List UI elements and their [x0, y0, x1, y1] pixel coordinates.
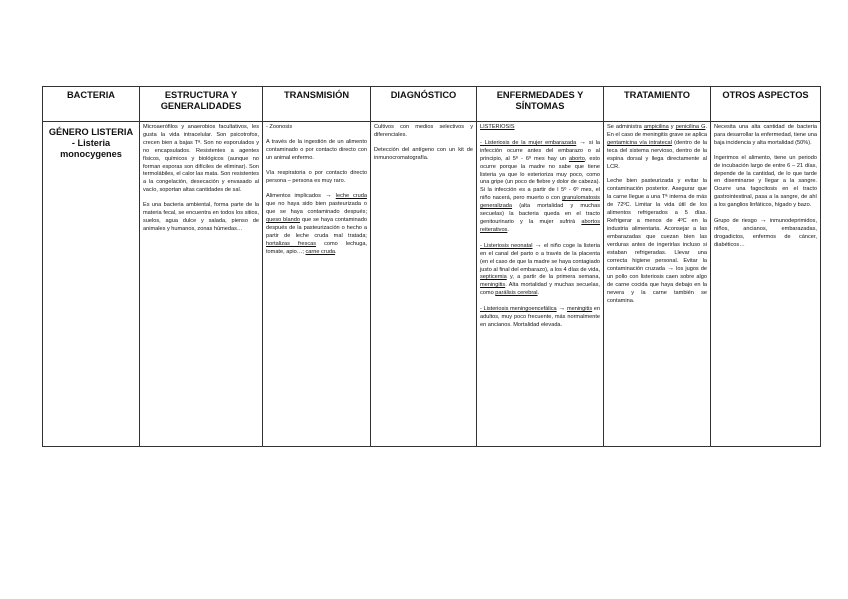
text-span: . — [537, 290, 540, 297]
text-span: . — [335, 248, 337, 255]
text-span: en adultos, muy poco frecuente, más normalmente en ancianos. Mortalidad elevada. — [480, 306, 600, 328]
text-span: Leche bien pasteurizada y evitar la contaminación posterior. Asegurar que la carne llegue a una Tª interna de más de 72ºC. Limitar la vida útil de los alimentos refrigerados a 5 días. Refrigerar a menos de 4ºC en la industria alimentaria. Aconsejar a las embarazadas que cuezan bien las verduras antes de ingerirlas incluso si estaban refrigeradas. Llevar una correcta higiene personal. Evitar la contaminación cruzada — [607, 178, 707, 273]
enfermedades-section-3 — [480, 305, 600, 330]
underlined-term: granulomatosis generalizada — [480, 195, 600, 210]
estructura-paragraph-1: Microaerófilos y anaerobios facultativos, les gusta la vida intracelular. Son psicotrofos, crecen bien a bajas Tª. Son no esporulados y no encapsulados. Resistentes a agentes físicos, químicos y biológicos (aunque no forman esporas son difíciles de eliminar). Son termolábiles, el calor las mata. Son resistentes a la congelación, desecación y envasado al vacío, soportan altas cantidades de sal. — [143, 124, 259, 194]
header-diagnostico: DIAGNÓSTICO — [371, 87, 477, 122]
enfermedades-title: LISTERIOSIS — [480, 124, 515, 130]
bacteria-genus: GÉNERO LISTERIA — [48, 127, 134, 137]
underlined-term: carne cruda — [305, 248, 336, 255]
diagnostico-paragraph-2: Detección del antígeno con un kit de inmunocromatografía. — [374, 146, 473, 161]
cell-otros — [711, 122, 821, 447]
cell-estructura — [140, 122, 263, 447]
transmision-paragraph-3: Vía respiratoria o por contacto directo persona – persona es muy raro. — [266, 169, 367, 184]
cell-tratamiento — [604, 122, 711, 447]
transmision-paragraph-2: A través de la ingestión de un alimento contaminado o por contacto directo con un animal enfermo. — [266, 138, 367, 161]
tratamiento-paragraph-1 — [607, 124, 707, 171]
header-bacteria: BACTERIA — [43, 87, 140, 122]
text-span: y — [670, 124, 674, 130]
underlined-term: aborto — [568, 155, 585, 162]
text-span: como lechuga, tomate, apio…; — [266, 240, 367, 255]
underlined-term: abortos reiterativos — [480, 218, 600, 233]
text-span: (alta mortalidad y muchas secuelas) la bacteria queda en el tracto genitourinario y la mujer sufrirá — [480, 203, 600, 225]
header-transmision: TRANSMISIÓN — [263, 87, 371, 122]
text-span: . — [507, 226, 509, 233]
underlined-term: parálisis cerebral — [495, 290, 538, 297]
underlined-term: gentamicina vía intratecal — [607, 139, 672, 146]
text-span: (dentro de la teca del sistema nervioso, dentro de la espina dorsal y llega directamente al LCR. — [607, 139, 707, 170]
text-span: y, a partir de la primera semana, — [509, 274, 600, 281]
underlined-term: leche cruda — [335, 193, 367, 200]
underlined-term: ampicilina — [643, 124, 669, 130]
text-span: , esto ocurre porque la madre no sabe que tiene listeria ya que lo exterioriza muy poco, como una gripe (un poco de fiebre y dolor de cabeza). Si la infección es a partir de l 5º - 6º mes, el niño nacerá, pero muerto o con — [480, 155, 600, 202]
diagnostico-paragraph-1: Cultivos con medios selectivos y diferenciales. — [374, 124, 473, 138]
text-span: Alimentos implicados — [266, 193, 321, 200]
underlined-term: - Listeriosis meningoencefálica — [480, 306, 557, 313]
text-span: . En el caso de meningitis grave se aplica — [607, 124, 708, 138]
cell-bacteria — [43, 122, 140, 447]
otros-paragraph-3 — [714, 217, 817, 250]
arrow-icon: → — [324, 192, 332, 200]
text-span: que se haya contaminado después de la pasteurización o hecho a partir de leche cruda mal tratada; — [266, 217, 367, 239]
estructura-paragraph-2: Es una bacteria ambiental, forma parte de la materia fecal, se encuentra en todos los sitios, suelos, agua dulce y salada, pienso de animales y humanos, zonas húmedas… — [143, 202, 259, 232]
header-row — [43, 87, 821, 122]
arrow-icon: → — [558, 305, 566, 313]
header-tratamiento: TRATAMIENTO — [604, 87, 711, 122]
header-enfermedades: ENFERMEDADES Y SÍNTOMAS — [477, 87, 604, 122]
underlined-term: - Listeriosis de la mujer embarazada — [480, 139, 577, 146]
enfermedades-section-1 — [480, 139, 600, 235]
bacteria-species: - Listeria monocygenes — [60, 138, 122, 159]
arrow-icon: → — [534, 241, 542, 249]
underlined-term: queso blando — [266, 217, 300, 224]
underlined-term: septicemia — [480, 274, 507, 281]
text-span: si la infección ocurre antes del embarazo o al principio, al 5º - 6º mes hay un — [480, 139, 600, 162]
text-span: Se administra — [607, 124, 642, 130]
text-span: Grupo de riesgo — [714, 218, 757, 225]
tratamiento-paragraph-2 — [607, 178, 707, 306]
transmision-paragraph-4 — [266, 192, 367, 256]
header-otros: OTROS ASPECTOS — [711, 87, 821, 122]
underlined-term: hortalizas frescas — [266, 240, 317, 247]
header-estructura: ESTRUCTURA Y GENERALIDADES — [140, 87, 263, 122]
text-span: inmunodeprimidos, niños, ancianos, embarazadas, drogadictos, enfermos de cáncer, diabéticos… — [714, 218, 817, 248]
enfermedades-section-2 — [480, 242, 600, 298]
transmision-paragraph-1: - Zoonosis — [266, 124, 293, 130]
otros-paragraph-2: Ingerimos el alimento, tiene un periodo de incubación largo de entre 6 – 21 días, depende de la cantidad, de lo que tarde en diseminarse y llegar a la sangre. Ocurre una fagocitosis en el tracto gastrointestinal, pasa a la sangre, de ahí a los ganglios linfáticos, hígado y bazo. — [714, 154, 817, 209]
arrow-icon: → — [667, 265, 675, 273]
cell-transmision — [263, 122, 371, 447]
otros-paragraph-1: Necesita una alta cantidad de bacteria para desarrollar la enfermedad, tiene una baja incidencia y alta mortalidad (50%). — [714, 124, 817, 146]
arrow-icon: → — [759, 217, 767, 225]
cell-enfermedades — [477, 122, 604, 447]
bacteria-table — [42, 86, 821, 447]
text-span: los jugos de un pollo con listeriosis caen sobre algo de carne cocida que haya debajo en la nevera y la carne también se contamina. — [607, 266, 708, 305]
table-row — [43, 122, 821, 447]
text-span: el niño coge la listeria en el canal del parto o a través de la placenta (en el caso de que la madre se haya contagiado justo al final del embarazo), a los 4 días de vida, — [480, 242, 600, 273]
arrow-icon: → — [579, 138, 587, 146]
underlined-term: meningitis — [480, 282, 506, 289]
underlined-term: - Listeriosis neonatal — [480, 242, 533, 249]
cell-diagnostico — [371, 122, 477, 447]
text-span: . Alta mortalidad y muchas secuelas, como — [480, 282, 600, 297]
underlined-term: penicilina G — [675, 124, 706, 130]
underlined-term: meningitis — [566, 306, 593, 313]
text-span: que no haya sido bien pasteurizada o que se haya contaminado después; — [266, 201, 367, 216]
